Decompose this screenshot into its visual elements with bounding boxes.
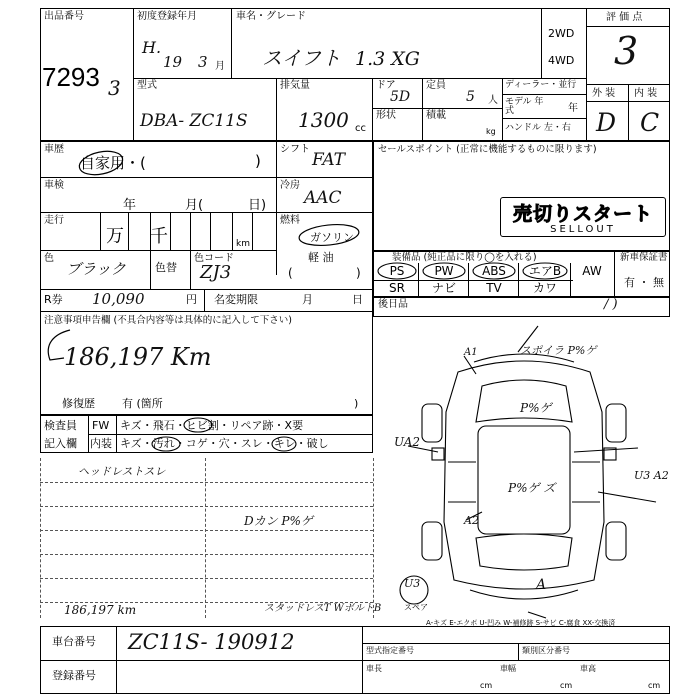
equip-pw: PW	[434, 264, 454, 278]
sheet-top-frame	[40, 8, 670, 141]
first-reg-label: 初度登録年月	[137, 11, 197, 22]
specs-div4	[502, 78, 503, 141]
inspection-label: 車検	[44, 180, 64, 191]
notes-label: 注意事項申告欄 (不具合内容等は具体的に記入して下さい)	[44, 315, 292, 326]
equip-navi: ナビ	[431, 281, 456, 295]
sellout-stamp	[500, 197, 666, 237]
diagram-legend: A-キズ E-エクボ U-凹み W-補修跡 S-サビ C-腐食 XX-交換済	[426, 619, 616, 627]
score-divider	[586, 8, 587, 141]
type-label: 型式	[137, 80, 157, 91]
name-change-label: 名変期限	[214, 293, 258, 306]
lot-label: 出品番号	[44, 11, 84, 22]
year-unit: 年	[568, 103, 578, 114]
insp-note-2: Dカン P%ゲ	[244, 514, 313, 528]
sellout-text: 売切りスタート	[512, 203, 653, 225]
mileage-line	[40, 212, 373, 213]
diagram-mark-a2: A2	[464, 514, 479, 527]
history-close-paren: )	[255, 152, 261, 170]
insp-note-4: スタッドレスT WボルトB	[264, 603, 382, 614]
inspection-month: 月(	[185, 198, 204, 213]
lot-number: 7293	[42, 62, 100, 92]
mileage-box-5	[190, 212, 191, 250]
inspection-year: 年	[123, 198, 137, 213]
footer-spec-line	[362, 643, 670, 644]
mileage-box-1	[100, 212, 101, 250]
equip-ps: PS	[389, 264, 405, 278]
equip-tv: TV	[486, 281, 502, 295]
notes-line-2	[40, 506, 373, 507]
lot-divider	[133, 8, 134, 141]
lot-scribble: 3	[108, 76, 121, 100]
notes-line-4	[40, 554, 373, 555]
cooling-label: 冷房	[280, 180, 300, 191]
fuel-circle-mark	[296, 221, 362, 249]
history-circle-mark	[76, 148, 126, 178]
aftermarket-frame	[373, 297, 670, 317]
diagram-note-side: P%ゲ ズ	[508, 481, 556, 495]
color-code-divider	[190, 250, 191, 289]
fuel-diesel: 軽 油	[308, 251, 334, 264]
diagram-note-roof: スポイラ P%ゲ	[520, 344, 597, 357]
fuel-gasoline: ガソリン	[310, 231, 354, 244]
score-value: 3	[614, 29, 639, 73]
diagram-mark-u-left: UA2	[394, 435, 421, 449]
width-label: 車幅	[500, 664, 516, 673]
model-name: スイフト	[262, 46, 341, 70]
chassis-value: ZC11S- 190912	[128, 630, 295, 654]
mileage-label: 走行	[44, 215, 64, 226]
sales-label: セールスポイント (正常に機能するものに限ります)	[378, 144, 597, 155]
mileage-sen: 千	[150, 226, 168, 247]
drive-2wd: 2WD	[548, 27, 575, 40]
mileage-box-7	[232, 212, 233, 250]
score-label: 評 価 点	[606, 12, 643, 23]
length-label: 車長	[366, 664, 382, 673]
interior-insp-items: キズ・汚れ・コゲ・穴・スレ・キレ・破し	[120, 437, 329, 450]
capacity-value: 5	[466, 89, 475, 105]
inspector-label: 検査員	[44, 419, 77, 432]
cooling-value: AAC	[304, 188, 342, 208]
notes-line-1	[40, 482, 373, 483]
repair-label: 修復歴	[62, 397, 95, 410]
equip-sr: SR	[389, 281, 405, 295]
category-label: 類別区分番号	[522, 646, 570, 655]
fuel-paren-close: )	[356, 266, 361, 280]
recycle-yen: 円	[186, 293, 197, 306]
load-unit: kg	[486, 127, 496, 136]
history-value: 自家用・(	[80, 154, 146, 172]
shift-divider	[276, 141, 277, 275]
doors-label: ドア	[376, 80, 396, 91]
mileage-box-6	[210, 212, 211, 250]
drive-4wd: 4WD	[548, 54, 575, 67]
aftermarket-mark: / )	[604, 297, 618, 312]
diagram-mark-top: A1	[464, 347, 478, 358]
repair-close: )	[354, 397, 359, 410]
model-grade-label: 車名・グレード	[236, 11, 306, 22]
repair-value: 有 (箇所	[122, 397, 163, 410]
mileage-km: km	[236, 239, 250, 249]
shape-label: 形状	[376, 110, 396, 121]
insp-circle-marks	[150, 416, 300, 454]
width-cm: cm	[560, 681, 573, 690]
interior-insp-label: 内装	[90, 437, 112, 450]
diagram-note-hood: P%ゲ	[520, 401, 552, 415]
recycle-value: 10,090	[92, 290, 145, 308]
reg-label: 登録番号	[52, 669, 96, 682]
inspection-day: 日)	[248, 198, 267, 213]
first-reg-divider	[231, 8, 232, 78]
handle-line	[502, 118, 586, 119]
sellout-sub: SELLOUT	[550, 224, 616, 235]
fuel-paren-open: (	[288, 266, 293, 280]
displacement-value: 1300	[298, 108, 349, 132]
diagram-spare-label: スペア	[404, 603, 428, 612]
mileage-box-4	[170, 212, 171, 250]
type-value: DBA- ZC11S	[140, 111, 248, 131]
color-value: ブラック	[66, 260, 126, 278]
entry-label: 記入欄	[44, 437, 77, 450]
color-code-value: ZJ3	[200, 262, 232, 283]
exterior-label: 外 装	[592, 88, 616, 99]
aftermarket-label: 後日品	[378, 299, 408, 310]
equip-abs: ABS	[482, 264, 506, 278]
handle-label: ハンドル 左・右	[505, 123, 571, 133]
inspection-line	[40, 177, 373, 178]
mileage-box-2	[128, 212, 129, 250]
color-code-label: 色コード	[194, 253, 234, 264]
model-year-label: モデル 年式	[505, 97, 544, 116]
capacity-unit: 人	[488, 95, 498, 106]
name-change-divider	[204, 289, 205, 311]
first-reg-month: 3	[198, 53, 208, 71]
fw-items: キズ・飛石・ヒビ割・リペア跡・X要	[120, 419, 304, 432]
specs-div1	[276, 78, 277, 141]
mileage-man: 万	[106, 226, 124, 247]
length-cm: cm	[480, 681, 493, 690]
mileage-box-8	[252, 212, 253, 250]
height-cm: cm	[648, 681, 661, 690]
specs-div2	[372, 78, 373, 141]
grade: 1.3 XG	[355, 48, 420, 70]
recycle-line	[40, 289, 373, 290]
notes-line	[40, 311, 373, 312]
equip-circle-marks	[373, 262, 573, 282]
color-label: 色	[44, 253, 54, 264]
recycle-label: R券	[44, 293, 63, 306]
equip-aw: AW	[582, 264, 602, 278]
insp-note-3: 186,197 km	[64, 603, 137, 617]
insp-note-1: ヘッドレストスレ	[78, 465, 166, 478]
name-change-day: 日	[352, 293, 363, 306]
footer-mid-line	[40, 660, 670, 661]
score-label-line	[586, 26, 670, 27]
color-change-label: 色替	[155, 261, 177, 274]
specs-div3	[422, 78, 423, 141]
notes-line-3	[40, 530, 373, 531]
equipment-label: 装備品 (純正品に限り◯を入れる)	[392, 252, 537, 263]
displacement-unit: cc	[355, 123, 366, 134]
fuel-label: 燃料	[280, 215, 300, 226]
first-reg-month-unit: 月	[215, 61, 225, 72]
footer-cat-divider	[518, 643, 519, 660]
exterior-grade: D	[596, 108, 617, 137]
notes-value: 186,197 Km	[64, 343, 212, 371]
diagram-mark-u3: U3	[404, 577, 421, 590]
interior-grade: C	[640, 108, 660, 137]
color-change-divider	[150, 250, 151, 289]
specs-mid-line	[372, 108, 502, 109]
history-label: 車歴	[44, 144, 64, 155]
first-reg-era: H.	[142, 38, 162, 57]
warranty-divider	[614, 251, 615, 297]
notes-line-5	[40, 578, 373, 579]
equip-leather: カワ	[532, 281, 557, 295]
capacity-label: 定員	[426, 80, 446, 91]
interior-label: 内 装	[634, 88, 658, 99]
warranty-label: 新車保証書	[620, 252, 668, 263]
diagram-mark-a: A	[536, 577, 547, 593]
color-line	[40, 250, 276, 251]
equip-airbag: エアB	[528, 264, 562, 278]
first-reg-year: 19	[163, 53, 183, 71]
height-label: 車高	[580, 664, 596, 673]
name-change-month: 月	[302, 293, 313, 306]
fw-label: FW	[92, 419, 110, 432]
footer-label-divider	[116, 626, 117, 694]
dealer-line	[502, 94, 586, 95]
shift-label: シフト	[280, 144, 310, 155]
diagram-mark-side: U3 A2	[634, 469, 669, 482]
notes-area-right	[373, 458, 374, 618]
displacement-label: 排気量	[280, 80, 310, 91]
specs-top-line	[133, 78, 586, 79]
drive-divider	[541, 8, 542, 78]
warranty-value: 有 ・ 無	[624, 276, 664, 289]
type-designation-label: 型式指定番号	[366, 646, 414, 655]
score-grade-divider	[628, 84, 629, 141]
dealer-label: ディーラー・並行	[505, 80, 577, 90]
footer-spec-divider	[362, 626, 363, 694]
shift-value: FAT	[312, 150, 346, 170]
load-label: 積載	[426, 110, 446, 121]
car-damage-diagram	[378, 322, 670, 620]
doors-value: 5D	[390, 89, 411, 105]
chassis-label: 車台番号	[52, 635, 96, 648]
